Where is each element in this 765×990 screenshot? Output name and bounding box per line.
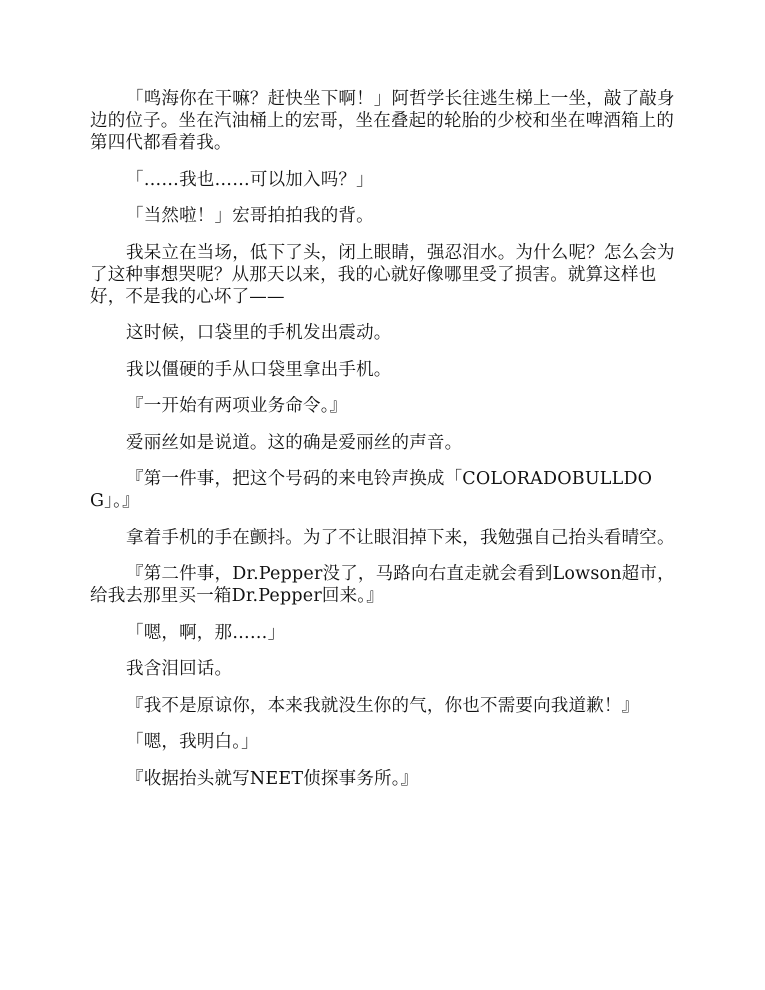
paragraph: 「当然啦！」宏哥拍拍我的背。: [126, 206, 374, 226]
paragraph: 我以僵硬的手从口袋里拿出手机。: [126, 359, 392, 380]
paragraph: 爱丽丝如是说道。这的确是爱丽丝的声音。: [126, 432, 463, 453]
paragraph: 「嗯，我明白。」: [126, 732, 259, 752]
paragraph: 这时候，口袋里的手机发出震动。: [126, 323, 392, 343]
paragraph: 『第二件事，Dr.Pepper没了，马路向右直走就会看到Lowson超市，给我去那里买一箱Dr.Pepper回来。』: [90, 564, 675, 606]
paragraph: 「鸣海你在干嘛？赶快坐下啊！」阿哲学长往逃生梯上一坐，敲了敲身边的位子。坐在汽油桶上的宏哥，坐在叠起的轮胎的少校和坐在啤酒箱上的第四代都看着我。: [90, 89, 675, 153]
paragraph: 「……我也……可以加入吗？」: [126, 169, 374, 190]
paragraph: 我呆立在当场，低下了头，闭上眼睛，强忍泪水。为什么呢？怎么会为了这种事想哭呢？从那天以来，我的心就好像哪里受了损害。就算这样也好，不是我的心坏了——: [90, 242, 675, 307]
paragraph: 『我不是原谅你，本来我就没生你的气，你也不需要向我道歉！』: [126, 695, 640, 716]
body-text: [90, 88, 676, 804]
paragraph: 『收据抬头就写NEET侦探事务所。』: [126, 768, 419, 789]
paragraph: 「嗯，啊，那……」: [126, 622, 286, 643]
paragraph: 拿着手机的手在颤抖。为了不让眼泪掉下来，我勉强自己抬头看晴空。: [126, 527, 675, 548]
paragraph: 我含泪回话。: [126, 659, 233, 679]
paragraph: 『第一件事，把这个号码的来电铃声换成「COLORADOBULLDOG」。』: [90, 469, 653, 511]
paragraph: 『一开始有两项业务命令。』: [126, 396, 348, 416]
